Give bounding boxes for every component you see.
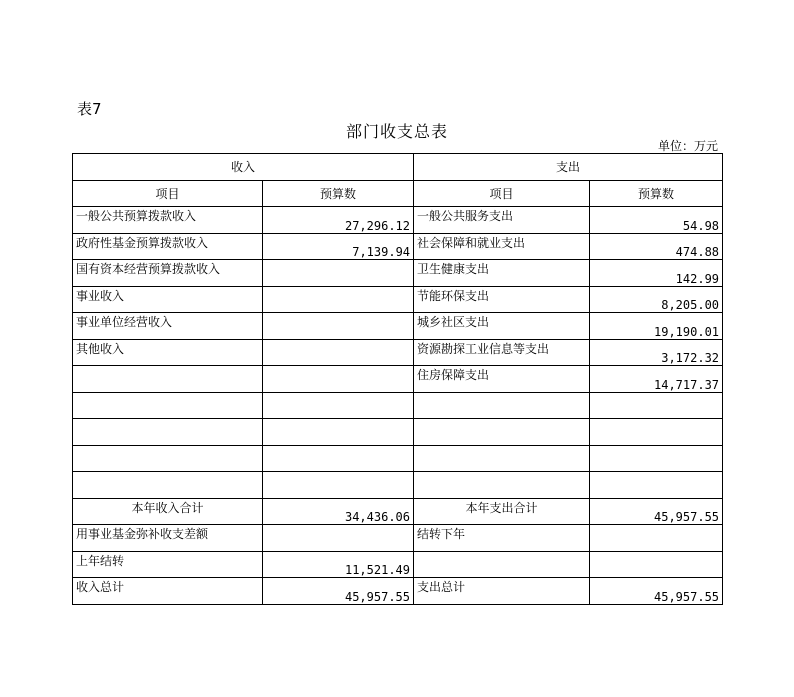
income-item [73, 392, 263, 419]
expense-section-header: 支出 [414, 154, 723, 181]
income-item: 政府性基金预算拨款收入 [73, 233, 263, 260]
expense-item [414, 419, 590, 446]
income-value [263, 366, 414, 393]
column-header-row [73, 180, 723, 207]
expense-item: 城乡社区支出 [414, 313, 590, 340]
income-item: 其他收入 [73, 339, 263, 366]
expense-value: 8,205.00 [590, 286, 723, 313]
expense-value [590, 392, 723, 419]
expense-value: 54.98 [590, 207, 723, 234]
empty-cell [414, 551, 590, 578]
expense-value: 142.99 [590, 260, 723, 287]
expense-item [414, 472, 590, 499]
expense-total-value: 45,957.55 [590, 578, 723, 605]
income-total-value: 45,957.55 [263, 578, 414, 605]
income-value: 7,139.94 [263, 233, 414, 260]
income-item: 事业收入 [73, 286, 263, 313]
table-row [73, 472, 723, 499]
fund-value [263, 525, 414, 552]
expense-total-label: 支出总计 [414, 578, 590, 605]
expense-item: 卫生健康支出 [414, 260, 590, 287]
sheet-label: 表7 [77, 100, 102, 118]
table-row [73, 207, 723, 234]
expense-item [414, 392, 590, 419]
income-item: 事业单位经营收入 [73, 313, 263, 340]
expense-item: 住房保障支出 [414, 366, 590, 393]
income-item [73, 472, 263, 499]
year-expense-value: 45,957.55 [590, 498, 723, 525]
expense-value: 14,717.37 [590, 366, 723, 393]
carry-forward-value [590, 525, 723, 552]
income-value [263, 445, 414, 472]
income-value [263, 260, 414, 287]
fund-label: 用事业基金弥补收支差额 [73, 525, 263, 552]
income-value [263, 419, 414, 446]
page-title: 部门收支总表 [345, 122, 448, 141]
table-row [73, 366, 723, 393]
expense-item: 节能环保支出 [414, 286, 590, 313]
prev-balance-label: 上年结转 [73, 551, 263, 578]
prev-balance-row [73, 551, 723, 578]
expense-value [590, 419, 723, 446]
table-row [73, 419, 723, 446]
expense-value: 19,190.01 [590, 313, 723, 340]
year-income-label: 本年收入合计 [73, 498, 263, 525]
expense-item: 一般公共服务支出 [414, 207, 590, 234]
expense-value: 3,172.32 [590, 339, 723, 366]
prev-balance-value: 11,521.49 [263, 551, 414, 578]
income-item [73, 419, 263, 446]
income-budget-header: 预算数 [263, 180, 414, 207]
grand-total-row [73, 578, 723, 605]
empty-cell [590, 551, 723, 578]
income-section-header: 收入 [73, 154, 414, 181]
income-value [263, 313, 414, 340]
unit-label: 单位：万元 [657, 139, 718, 153]
expense-value [590, 472, 723, 499]
expense-budget-header: 预算数 [590, 180, 723, 207]
income-item [73, 366, 263, 393]
expense-value [590, 445, 723, 472]
year-total-row [73, 498, 723, 525]
table-row [73, 233, 723, 260]
budget-table [72, 153, 723, 605]
income-total-label: 收入总计 [73, 578, 263, 605]
expense-value: 474.88 [590, 233, 723, 260]
expense-item [414, 445, 590, 472]
table-row [73, 260, 723, 287]
section-header-row [73, 154, 723, 181]
carry-forward-label: 结转下年 [414, 525, 590, 552]
table-row [73, 392, 723, 419]
year-expense-label: 本年支出合计 [414, 498, 590, 525]
table-row [73, 313, 723, 340]
income-value [263, 286, 414, 313]
table-row [73, 339, 723, 366]
table-row [73, 445, 723, 472]
income-value: 27,296.12 [263, 207, 414, 234]
expense-item: 社会保障和就业支出 [414, 233, 590, 260]
expense-item-header: 项目 [414, 180, 590, 207]
income-item [73, 445, 263, 472]
income-item: 国有资本经营预算拨款收入 [73, 260, 263, 287]
income-item: 一般公共预算拨款收入 [73, 207, 263, 234]
table-row [73, 286, 723, 313]
year-income-value: 34,436.06 [263, 498, 414, 525]
income-value [263, 472, 414, 499]
fund-row [73, 525, 723, 552]
income-value [263, 339, 414, 366]
income-item-header: 项目 [73, 180, 263, 207]
income-value [263, 392, 414, 419]
expense-item: 资源勘探工业信息等支出 [414, 339, 590, 366]
